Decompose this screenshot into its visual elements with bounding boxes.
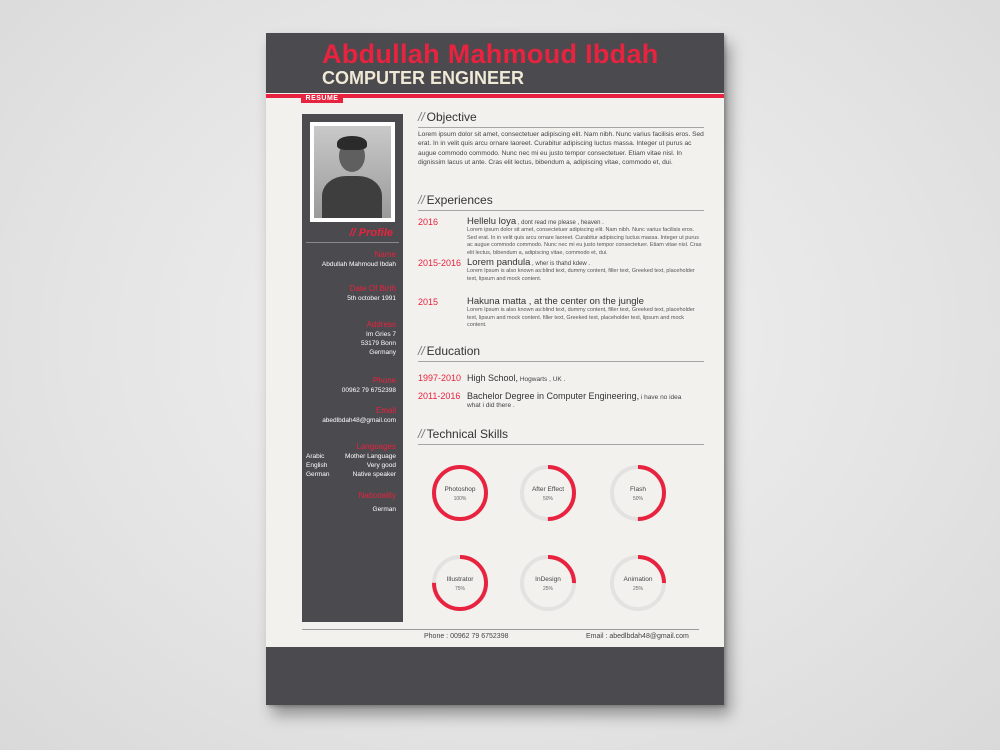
education-title: Education <box>426 344 481 358</box>
objective-heading: // Objective <box>418 110 477 124</box>
footer-email <box>586 633 689 640</box>
skill-ring-flash <box>608 463 668 523</box>
education-item <box>418 373 565 383</box>
skill-ring-animation <box>608 553 668 613</box>
experiences-rule <box>418 210 704 211</box>
language-name: German <box>306 471 330 478</box>
dob-value: 5th october 1991 <box>347 295 396 302</box>
nationality-block <box>302 491 396 514</box>
resume-sheet <box>266 33 724 705</box>
experience-desc: Lorem Ipsum is also known as:blind text, dummy content, filler text, Greeked text, placeholder text, lipsum and mock content. <box>467 268 695 282</box>
education-heading: // Education <box>418 344 481 358</box>
skill-percent: 50% <box>632 496 643 502</box>
language-level: Native speaker <box>352 471 396 478</box>
experience-title: Hellelu loya , dont read me please , heaven . <box>467 216 604 227</box>
skill-percent: 75% <box>454 586 465 592</box>
experience-year: 2015-2016 <box>418 258 462 268</box>
language-level: Mother Language <box>345 453 396 460</box>
experience-desc: Lorem Ipsum is also known as:blind text, dummy content, filler text, Greeked text, placeholder text, lipsum and mock content. filler text, Greeked text, placeholder text, lipsum and mock content. <box>467 307 695 328</box>
language-name: English <box>306 462 328 469</box>
profile-divider <box>306 242 399 243</box>
address-label: Address <box>366 320 396 329</box>
skill-name: Photoshop <box>444 486 476 493</box>
skill-percent: 100% <box>453 496 467 502</box>
skill-percent: 50% <box>542 496 553 502</box>
language-name: Arabic <box>306 453 325 460</box>
nationality-label: Nationality <box>358 491 396 500</box>
education-note: Hogwarts , UK . <box>518 376 566 383</box>
header-band <box>266 33 724 93</box>
skill-name: Animation <box>623 576 653 583</box>
skill-percent: 25% <box>632 586 643 592</box>
education-year: 1997-2010 <box>418 373 462 383</box>
dob-label: Date Of Birth <box>349 284 396 293</box>
skill-name: Illustrator <box>446 576 474 583</box>
experiences-title: Experiences <box>426 193 493 207</box>
skill-ring-after-effect <box>518 463 578 523</box>
candidate-role: COMPUTER ENGINEER <box>322 68 525 88</box>
experiences-heading: // Experiences <box>418 193 493 207</box>
education-item <box>418 391 681 401</box>
phone-block <box>302 376 396 395</box>
education-note: i have no idea <box>639 394 682 401</box>
candidate-name: Abdullah Mahmoud Ibdah <box>322 39 659 69</box>
phone-label: Phone <box>372 376 396 385</box>
skills-title: Technical Skills <box>426 427 509 441</box>
name-value: Abdullah Mahmoud Ibdah <box>321 261 396 268</box>
nationality-value: German <box>372 506 396 513</box>
footer-phone-value: 00962 79 6752398 <box>450 633 509 640</box>
skills-rule <box>418 444 704 445</box>
education-title-text: High School, <box>467 373 519 383</box>
language-level: Very good <box>366 462 396 469</box>
experience-desc: Lorem ipsum dolor sit amet, consectetuer adipiscing elit. Nam nibh. Nunc varius facilisis eros. Sed erat. In in velit quis arcu ornare laoreet. Curabitur adipiscing luctus massa. Integer ut purus ac augue commodo commodo. Nunc nec mi eu justo tempor consectetuer. Etiam vitae nisl. Cras elit lectus, bibendum a, adipiscing vitae, commodo et, dui. <box>467 227 702 256</box>
profile-photo <box>314 126 391 218</box>
education-year: 2011-2016 <box>418 391 461 401</box>
language-row <box>302 470 396 479</box>
email-block <box>302 406 396 425</box>
language-row <box>302 461 396 470</box>
footer-phone-label: Phone : <box>424 633 449 640</box>
phone-value: 00962 79 6752398 <box>341 387 396 394</box>
address-line: Germany <box>369 349 396 356</box>
languages-label: Languages <box>356 442 396 451</box>
objective-title: Objective <box>426 110 477 124</box>
photo-frame <box>310 122 395 222</box>
experience-title: Hakuna matta , at the center on the jungle <box>467 296 644 307</box>
footer-email-value: abedlbdah48@gmail.com <box>609 633 689 640</box>
experience-year: 2016 <box>418 217 439 227</box>
skill-name: After Effect <box>531 486 565 493</box>
skills-heading: // Technical Skills <box>418 427 509 441</box>
email-value: abedlbdah48@gmail.com <box>322 417 396 424</box>
skill-ring-photoshop <box>430 463 490 523</box>
footer-email-label: Email : <box>586 633 608 640</box>
footer-phone <box>424 633 509 640</box>
email-label: Email <box>375 406 396 415</box>
experience-year: 2015 <box>418 297 439 307</box>
skill-name: InDesign <box>535 576 561 583</box>
skill-ring-indesign <box>518 553 578 613</box>
resume-tag: RESUME <box>301 94 343 103</box>
address-block <box>302 320 396 357</box>
experience-title: Lorem pandula , wher is thahd kdew . <box>467 257 591 268</box>
dob-block <box>302 284 396 303</box>
footer-rule <box>302 629 699 630</box>
language-row <box>302 452 396 461</box>
education-rule <box>418 361 704 362</box>
skill-name: Flash <box>630 486 646 493</box>
skill-ring-illustrator <box>430 553 490 613</box>
name-label: Name <box>374 250 396 259</box>
name-block <box>302 250 396 269</box>
profile-sidebar <box>302 114 403 622</box>
profile-title: // Profile <box>349 227 393 239</box>
address-line: Im Gries 7 <box>366 331 396 338</box>
footer-band <box>266 647 724 705</box>
languages-block <box>302 442 396 479</box>
skill-percent: 25% <box>542 586 553 592</box>
education-note-line2: what i did there . <box>467 402 515 409</box>
address-line: 53179 Bonn <box>360 340 396 347</box>
education-title-text: Bachelor Degree in Computer Engineering, <box>467 391 640 401</box>
skill-ring-fill <box>434 467 486 519</box>
objective-rule <box>418 127 704 128</box>
objective-text: Lorem ipsum dolor sit amet, consectetuer adipiscing elit. Nam nibh. Nunc varius facilisis eros. Sed erat. In in velit quis arcu ornare laoreet. Curabitur adipiscing luctus massa. Integer ut purus ac augue commodo commodo. Nunc nec mi eu justo tempor consectetuer. Etiam vitae nisl. In dignissim lacus ut ante. Cras elit lectus, bibendum a, adipiscing vitae, commodo et, dui. <box>418 131 704 166</box>
